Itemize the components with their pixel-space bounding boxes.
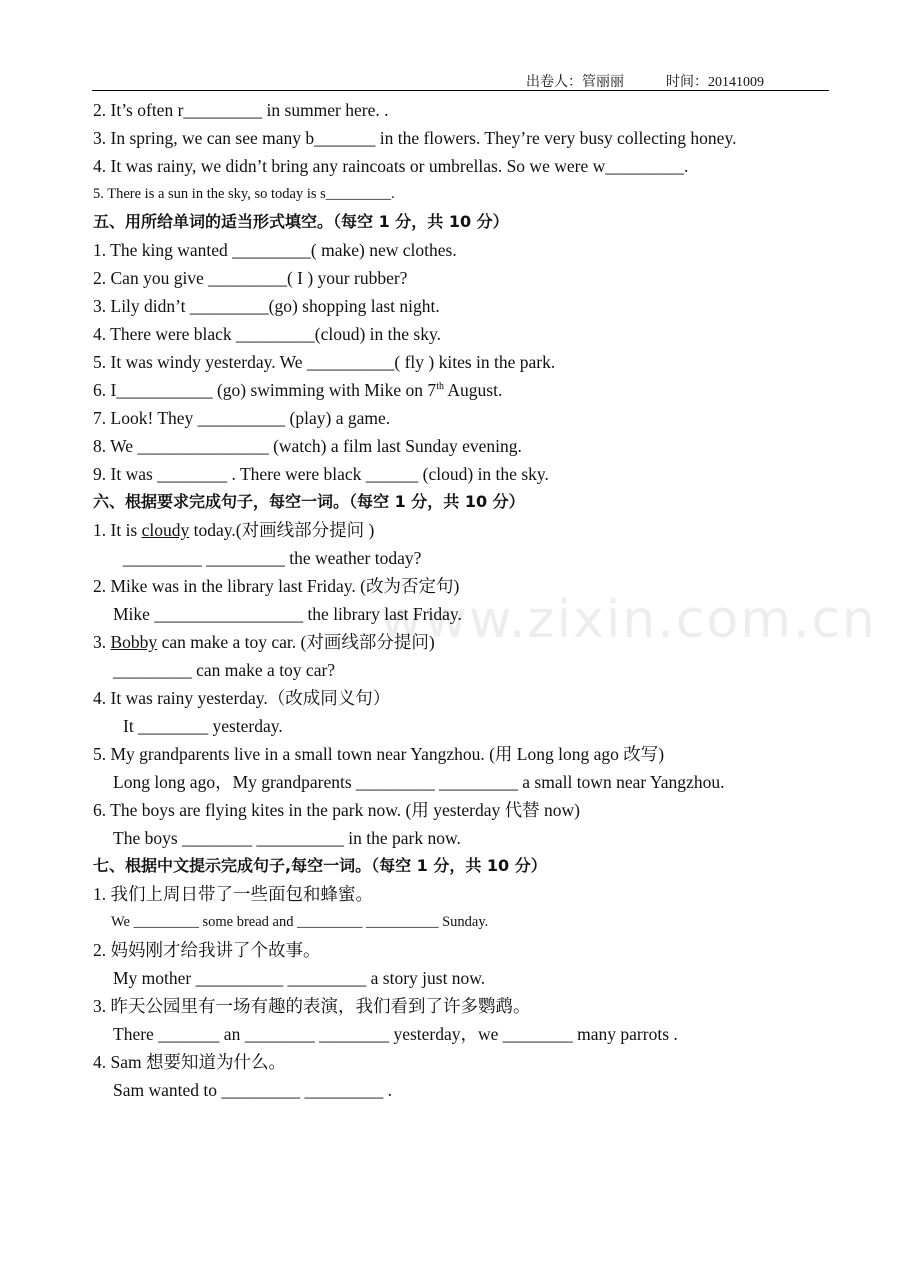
- section-heading-5: 五、用所给单词的适当形式填空。（每空 1 分，共 10 分）: [93, 212, 509, 231]
- question-line: 1. 我们上周日带了一些面包和蜂蜜。: [93, 884, 373, 904]
- answer-line: There _______ an ________ ________ yesterday，we ________ many parrots .: [113, 1024, 678, 1044]
- answer-line: Long long ago，My grandparents _________ _________ a small town near Yangzhou.: [113, 772, 725, 792]
- author-label: 出卷人：管丽丽: [526, 75, 624, 90]
- underlined-word: cloudy: [141, 520, 190, 540]
- question-line: 5. There is a sun in the sky, so today is s_________.: [93, 186, 395, 202]
- question-line: 3. In spring, we can see many b_______ in the flowers. They’re very busy collecting honey.: [93, 128, 737, 148]
- answer-line: The boys ________ __________ in the park now.: [113, 828, 461, 848]
- question-text: August.: [443, 380, 503, 400]
- question-line: 7. Look! They __________ (play) a game.: [93, 408, 391, 428]
- question-line: 2. Mike was in the library last Friday. (改为否定句): [93, 576, 460, 596]
- question-line: 9. It was ________ . There were black ______ (cloud) in the sky.: [93, 464, 549, 484]
- question-line: 4. It was rainy yesterday.（改成同义句）: [93, 688, 391, 708]
- question-line: 6. The boys are flying kites in the park now. (用 yesterday 代替 now): [93, 800, 580, 820]
- question-text: today.(对画线部分提问 ): [189, 520, 375, 540]
- question-text: 6. I___________ (go) swimming with Mike on 7: [93, 380, 437, 400]
- exam-content: [93, 96, 833, 1104]
- watermark: www.zixin.com.cn: [380, 590, 877, 650]
- question-line: 4. There were black _________(cloud) in the sky.: [93, 324, 441, 344]
- question-line: 4. It was rainy, we didn’t bring any raincoats or umbrellas. So we were w_________.: [93, 156, 689, 176]
- question-text: can make a toy car. (对画线部分提问): [157, 632, 435, 652]
- question-line: [93, 628, 833, 656]
- ordinal-suffix: th: [436, 381, 444, 393]
- page-header: [92, 68, 829, 91]
- answer-line: Mike _________________ the library last Friday.: [113, 604, 462, 624]
- question-line: 8. We _______________ (watch) a film last Sunday evening.: [93, 436, 522, 456]
- answer-line: Sam wanted to _________ _________ .: [113, 1080, 393, 1100]
- question-line: 2. Can you give _________( I ) your rubber?: [93, 268, 408, 288]
- answer-line: _________ _________ the weather today?: [123, 548, 422, 568]
- question-line: 4. Sam 想要知道为什么。: [93, 1052, 286, 1072]
- question-line: 3. Lily didn’t _________(go) shopping last night.: [93, 296, 440, 316]
- date-label: 时间：20141009: [666, 75, 764, 90]
- question-line: 3. 昨天公园里有一场有趣的表演，我们看到了许多鹦鹉。: [93, 996, 531, 1016]
- question-text: 1. It is: [93, 520, 142, 540]
- question-line: 2. 妈妈刚才给我讲了个故事。: [93, 940, 321, 960]
- question-line: 5. It was windy yesterday. We __________( fly ) kites in the park.: [93, 352, 556, 372]
- question-line: 2. It’s often r_________ in summer here. .: [93, 100, 389, 120]
- answer-line: It ________ yesterday.: [123, 716, 283, 736]
- question-line: 5. My grandparents live in a small town near Yangzhou. (用 Long long ago 改写): [93, 744, 665, 764]
- question-line: 1. The king wanted _________( make) new clothes.: [93, 240, 457, 260]
- answer-line: My mother __________ _________ a story just now.: [113, 968, 486, 988]
- question-line: [93, 516, 833, 544]
- question-line: [93, 376, 833, 404]
- question-text: 3.: [93, 632, 111, 652]
- section-heading-7: 七、根据中文提示完成句子,每空一词。（每空 1 分，共 10 分）: [93, 856, 547, 875]
- answer-line: _________ can make a toy car?: [113, 660, 336, 680]
- answer-line: We _________ some bread and _________ __________ Sunday.: [111, 914, 489, 930]
- section-heading-6: 六、根据要求完成句子，每空一词。（每空 1 分，共 10 分）: [93, 492, 525, 511]
- underlined-word: Bobby: [110, 632, 158, 652]
